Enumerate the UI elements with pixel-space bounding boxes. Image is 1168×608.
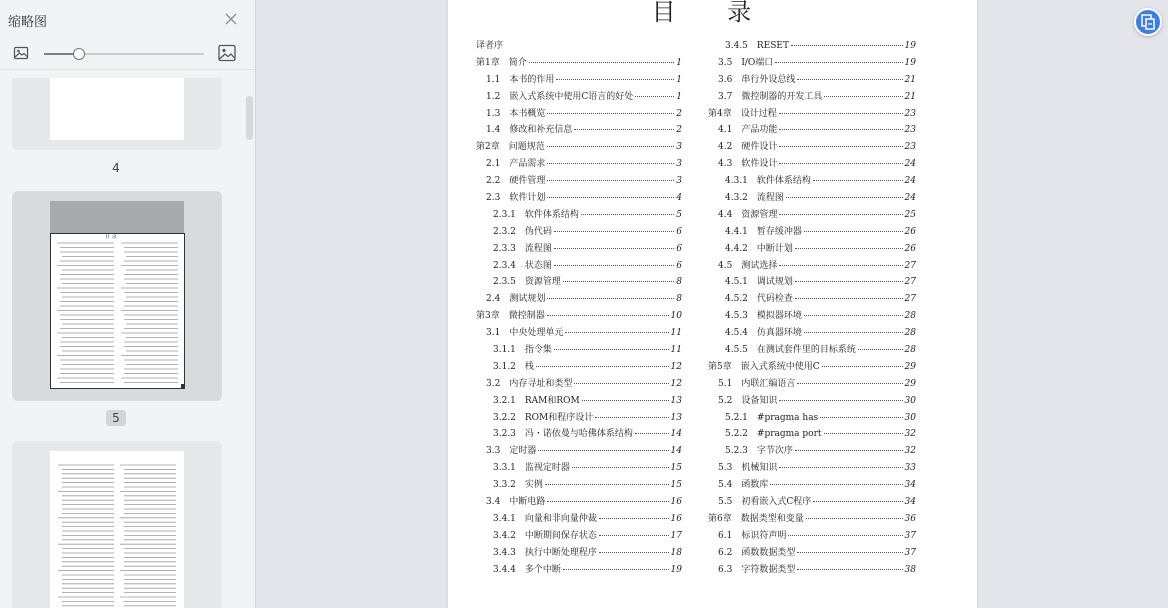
toc-leader-dots: [572, 467, 669, 468]
toc-entry-title: 3.2 内存寻址和类型: [486, 378, 573, 389]
toc-entry-title: 1.1 本书的作用: [486, 74, 555, 85]
toc-entry-page: 1: [676, 74, 682, 85]
toc-entry[interactable]: [476, 359, 682, 376]
toc-entry[interactable]: [476, 173, 682, 190]
thumbnail-page-4[interactable]: [12, 78, 222, 150]
toc-entry-title: 2.3.5 资源管理: [493, 277, 561, 288]
toc-leader-dots: [599, 535, 669, 536]
toc-leader-dots: [788, 535, 902, 536]
toc-leader-dots: [635, 96, 674, 97]
svg-text:目 录: 目 录: [105, 234, 117, 240]
toc-leader-dots: [554, 265, 674, 266]
image-large-icon[interactable]: [218, 44, 236, 62]
toc-entry[interactable]: [708, 258, 916, 275]
toc-entry[interactable]: [708, 359, 916, 376]
toc-entry-page: 5: [676, 209, 682, 220]
toc-entry[interactable]: [476, 528, 682, 545]
toc-entry-page: 17: [670, 530, 682, 541]
thumbnail-page-image: [50, 78, 184, 140]
toc-entry-title: 1.3 本书概览: [486, 108, 546, 119]
toc-leader-dots: [565, 332, 668, 333]
toc-entry[interactable]: [708, 224, 916, 241]
toc-entry[interactable]: [708, 122, 916, 139]
toc-entry-title: 4.5.4 仿真器环境: [725, 328, 802, 339]
toc-entry-page: 37: [904, 530, 916, 541]
toc-entry[interactable]: [708, 72, 916, 89]
toc-leader-dots: [786, 197, 903, 198]
toc-entry-page: 6: [676, 226, 682, 237]
toc-entry-page: 19: [904, 57, 916, 68]
toc-entry[interactable]: [476, 55, 682, 72]
toc-entry[interactable]: [476, 426, 682, 443]
toc-entry-page: 8: [676, 294, 682, 305]
toc-entry-title: 5.5 初看嵌入式C程序: [718, 497, 812, 508]
toc-leader-dots: [554, 231, 674, 232]
toc-entry-page: 1: [676, 57, 682, 68]
toc-entry[interactable]: [476, 38, 682, 55]
toc-entry-page: 23: [904, 125, 916, 136]
toc-entry-title: 3.4.3 执行中断处理程序: [493, 547, 597, 558]
image-small-icon[interactable]: [13, 45, 29, 61]
toc-leader-dots: [574, 383, 668, 384]
toc-entry[interactable]: [476, 308, 682, 325]
toc-entry-page: 2: [676, 125, 682, 136]
toc-entry[interactable]: [708, 274, 916, 291]
toc-entry-title: 4.5.2 代码检查: [725, 294, 793, 305]
thumbnail-toc-lines: [51, 234, 184, 388]
zoom-toolbar: [0, 38, 255, 70]
toc-entry-page: 37: [904, 547, 916, 558]
toc-entry[interactable]: [476, 562, 682, 579]
toc-entry[interactable]: [476, 207, 682, 224]
toc-leader-dots: [804, 231, 903, 232]
toc-leader-dots: [779, 113, 903, 114]
thumbnail-page-image: [50, 451, 184, 608]
toc-entry-page: 30: [904, 412, 916, 423]
toc-entry-title: 6.3 字符数据类型: [718, 564, 796, 575]
toc-entry[interactable]: [708, 410, 916, 427]
toc-entry-title: 4.5.3 模拟器环境: [725, 311, 802, 322]
toc-entry-title: 第2章 问题规范: [476, 142, 545, 153]
toc-leader-dots: [547, 298, 674, 299]
toc-entry-page: 26: [904, 226, 916, 237]
toc-leader-dots: [581, 214, 674, 215]
toc-entry-page: 12: [670, 361, 682, 372]
convert-icon: [1136, 10, 1160, 34]
toc-leader-dots: [797, 79, 902, 80]
toc-leader-dots: [779, 163, 902, 164]
toc-entry-title: 6.1 标识符声明: [718, 530, 787, 541]
toc-entry-title: 2.3.4 状态图: [493, 260, 552, 271]
toc-leader-dots: [770, 484, 902, 485]
toc-entry-page: 1: [676, 91, 682, 102]
toc-entry[interactable]: [708, 241, 916, 258]
toc-left-column: [476, 38, 682, 579]
sidebar-header: [0, 0, 255, 38]
thumbnail-page-lines: [50, 451, 184, 608]
toc-entry-title: 3.1.2 栈: [493, 361, 534, 372]
toc-entry-title: 6.2 函数数据类型: [718, 547, 796, 558]
toc-entry-page: 23: [904, 142, 916, 153]
toc-entry-title: 3.4.5 RESET: [725, 41, 789, 51]
toc-entry-page: 3: [676, 176, 682, 187]
toc-entry-page: 12: [670, 378, 682, 389]
toc-entry-title: 4.4.2 中断计划: [725, 243, 793, 254]
toc-entry-page: 34: [904, 480, 916, 491]
toc-entry-title: 3.1 中央处理单元: [486, 328, 564, 339]
toc-leader-dots: [574, 129, 674, 130]
toc-entry[interactable]: [476, 241, 682, 258]
toc-entry-title: 2.4 测试规划: [486, 294, 546, 305]
toc-entry-page: 27: [904, 260, 916, 271]
toc-leader-dots: [547, 501, 668, 502]
toc-entry-page: 26: [904, 243, 916, 254]
toc-entry-title: 4.4 资源管理: [718, 209, 778, 220]
toc-leader-dots: [529, 62, 675, 63]
toc-leader-dots: [824, 96, 902, 97]
sidebar-title: 缩略图: [8, 15, 48, 30]
toc-entry[interactable]: [708, 460, 916, 477]
toc-entry[interactable]: [708, 426, 916, 443]
toc-entry-title: 4.5 测试选择: [718, 260, 778, 271]
toc-entry-page: 6: [676, 243, 682, 254]
toc-entry-title: 第6章 数据类型和变量: [708, 513, 804, 524]
toc-entry-page: 3: [676, 159, 682, 170]
toc-entry-title: 第3章 微控制器: [476, 311, 545, 322]
toc-leader-dots: [779, 214, 902, 215]
toc-entry[interactable]: [708, 173, 916, 190]
toc-leader-dots: [804, 315, 903, 316]
toc-entry[interactable]: [476, 156, 682, 173]
toc-leader-dots: [822, 366, 903, 367]
toc-entry[interactable]: [708, 528, 916, 545]
thumbnail-page-image: [50, 233, 185, 389]
toc-entry-title: 3.4.2 中断期间保存状态: [493, 530, 597, 541]
toc-entry[interactable]: [476, 410, 682, 427]
toc-entry[interactable]: [476, 291, 682, 308]
toc-entry[interactable]: [708, 89, 916, 106]
toc-leader-dots: [795, 450, 903, 451]
toc-entry-page: 6: [676, 260, 682, 271]
toc-leader-dots: [545, 484, 669, 485]
toc-entry[interactable]: [476, 224, 682, 241]
toc-entry-title: 3.2.2 ROM和程序设计: [493, 412, 594, 423]
toc-leader-dots: [775, 62, 902, 63]
toc-leader-dots: [635, 433, 669, 434]
toc-entry[interactable]: [476, 190, 682, 207]
toc-entry[interactable]: [708, 393, 916, 410]
toc-leader-dots: [563, 569, 669, 570]
toc-entry-title: 3.3.1 监视定时器: [493, 463, 570, 474]
thumbnail-page-number: 4: [112, 161, 120, 175]
toc-entry-title: 第1章 简介: [476, 57, 527, 68]
toc-right-column: [708, 38, 916, 579]
toc-leader-dots: [547, 113, 674, 114]
toc-entry-page: 2: [676, 108, 682, 119]
toc-leader-dots: [547, 146, 675, 147]
toc-entry[interactable]: [708, 308, 916, 325]
toc-leader-dots: [797, 552, 902, 553]
toc-entry-title: 4.4.1 暂存缓冲器: [725, 226, 802, 237]
toc-entry[interactable]: [476, 89, 682, 106]
toc-entry-title: 5.2 设备知识: [718, 395, 778, 406]
toc-entry-title: 第5章 嵌入式系统中使用C: [708, 361, 820, 372]
toc-entry-title: 2.3 软件计划: [486, 193, 546, 204]
toc-entry[interactable]: [708, 55, 916, 72]
toc-leader-dots: [813, 501, 902, 502]
toc-entry[interactable]: [708, 38, 916, 55]
toc-entry-title: 4.3 软件设计: [718, 159, 778, 170]
toc-entry[interactable]: [708, 325, 916, 342]
toc-entry[interactable]: [708, 106, 916, 123]
toc-entry-title: 1.4 修改和补充信息: [486, 125, 573, 136]
toc-entry-title: 2.2 硬件管理: [486, 176, 546, 187]
toc-entry[interactable]: [708, 156, 916, 173]
toc-leader-dots: [779, 146, 902, 147]
toc-entry-title: 译者序: [476, 41, 504, 51]
toc-leader-dots: [791, 45, 903, 46]
toc-leader-dots: [797, 383, 902, 384]
toc-entry-title: 3.4.4 多个中断: [493, 564, 561, 575]
toc-entry[interactable]: [708, 207, 916, 224]
sidebar-scrollbar[interactable]: [246, 96, 253, 140]
thumbnail-page-6[interactable]: [12, 441, 222, 608]
toc-leader-dots: [858, 349, 903, 350]
toc-entry-page: 28: [904, 328, 916, 339]
toc-entry[interactable]: [708, 342, 916, 359]
toc-entry-title: 4.3.2 流程图: [725, 193, 784, 204]
toc-entry-page: 8: [676, 277, 682, 288]
toc-entry-page: 18: [670, 547, 682, 558]
toc-entry[interactable]: [476, 393, 682, 410]
toc-entry-title: 4.1 产品功能: [718, 125, 778, 136]
toc-entry[interactable]: [476, 72, 682, 89]
close-icon[interactable]: [222, 10, 240, 28]
toc-entry-title: 5.2.3 字节次序: [725, 446, 793, 457]
toc-leader-dots: [554, 349, 669, 350]
toc-leader-dots: [795, 281, 903, 282]
toc-entry-title: 3.7 微控制器的开发工具: [718, 91, 823, 102]
toc-leader-dots: [547, 163, 674, 164]
toc-entry-title: 5.1 内联汇编语言: [718, 378, 796, 389]
toc-entry[interactable]: [708, 376, 916, 393]
toc-entry-page: 4: [676, 193, 682, 204]
toc-entry-page: 38: [904, 564, 916, 575]
toc-entry-page: 29: [904, 378, 916, 389]
toc-entry[interactable]: [476, 443, 682, 460]
toc-leader-dots: [806, 518, 903, 519]
toc-entry-page: 36: [904, 513, 916, 524]
toc-leader-dots: [536, 366, 669, 367]
toc-entry[interactable]: [476, 545, 682, 562]
toc-entry[interactable]: [476, 342, 682, 359]
toc-entry-page: 15: [670, 480, 682, 491]
toc-entry-page: 34: [904, 497, 916, 508]
thumbnail-viewport-shade: [50, 201, 184, 233]
toc-leader-dots: [795, 248, 903, 249]
toc-leader-dots: [599, 518, 669, 519]
toc-entry-page: 10: [670, 311, 682, 322]
toc-entry-page: 32: [904, 446, 916, 457]
toc-entry-title: 第4章 设计过程: [708, 108, 777, 119]
page-title: 目 录: [651, 0, 774, 26]
toc-entry-title: 5.4 函数库: [718, 480, 769, 491]
toc-entry-page: 15: [670, 463, 682, 474]
toc-entry-title: 3.6 串行外设总线: [718, 74, 796, 85]
document-page: [448, 0, 977, 608]
toc-leader-dots: [563, 281, 674, 282]
toc-entry[interactable]: [708, 494, 916, 511]
toc-entry-page: 23: [904, 108, 916, 119]
thumbnail-page-number-selected: 5: [0, 410, 232, 426]
toc-leader-dots: [795, 298, 903, 299]
toc-entry[interactable]: [708, 291, 916, 308]
toc-entry[interactable]: [476, 274, 682, 291]
toc-entry-page: 28: [904, 311, 916, 322]
toc-entry-page: 24: [904, 159, 916, 170]
toc-entry[interactable]: [708, 477, 916, 494]
toc-entry[interactable]: [476, 511, 682, 528]
toc-entry-title: 3.2.1 RAM和ROM: [493, 395, 580, 406]
toc-leader-dots: [824, 433, 903, 434]
toc-leader-dots: [554, 248, 674, 249]
toc-entry-page: 28: [904, 345, 916, 356]
toc-entry-page: 14: [670, 446, 682, 457]
toc-entry-page: 21: [904, 91, 916, 102]
toc-leader-dots: [804, 332, 903, 333]
toc-leader-dots: [582, 400, 669, 401]
toc-entry-page: 21: [904, 74, 916, 85]
toc-leader-dots: [779, 265, 902, 266]
toc-leader-dots: [595, 417, 668, 418]
toc-entry-page: 19: [670, 564, 682, 575]
toc-entry-title: 3.4 中断电路: [486, 497, 546, 508]
toc-entry-page: 29: [904, 361, 916, 372]
toc-leader-dots: [556, 79, 674, 80]
toc-entry-page: 19: [904, 41, 916, 51]
toc-entry[interactable]: [476, 139, 682, 156]
toc-entry[interactable]: [708, 443, 916, 460]
toc-leader-dots: [813, 180, 903, 181]
toc-entry[interactable]: [476, 106, 682, 123]
toc-entry-title: 2.3.3 流程图: [493, 243, 552, 254]
toc-entry-title: 3.3 定时器: [486, 446, 537, 457]
toc-entry-page: 13: [670, 412, 682, 423]
toc-entry-page: 16: [670, 497, 682, 508]
toc-entry-title: 5.3 机械知识: [718, 463, 778, 474]
toc-entry-page: 3: [676, 142, 682, 153]
toc-leader-dots: [779, 467, 902, 468]
toc-entry-page: 33: [904, 463, 916, 474]
toc-entry-title: 3.1.1 指令集: [493, 345, 552, 356]
toc-entry[interactable]: [476, 122, 682, 139]
toc-leader-dots: [547, 315, 669, 316]
toc-entry[interactable]: [476, 494, 682, 511]
toc-entry-title: 5.2.2 #pragma port: [725, 429, 822, 440]
toc-entry-title: 2.3.2 伪代码: [493, 226, 552, 237]
toc-entry-page: 16: [670, 513, 682, 524]
toc-leader-dots: [599, 552, 669, 553]
toc-entry-title: 4.2 硬件设计: [718, 142, 778, 153]
toc-entry-page: 25: [904, 209, 916, 220]
zoom-slider[interactable]: [44, 53, 204, 55]
toc-entry-title: 2.1 产品需求: [486, 159, 546, 170]
thumbnail-list: [0, 78, 244, 608]
toc-entry[interactable]: [476, 258, 682, 275]
toc-entry-page: 13: [670, 395, 682, 406]
toc-entry[interactable]: [708, 139, 916, 156]
thumbnail-page-5[interactable]: [12, 191, 222, 401]
toc-entry-title: 5.2.1 #pragma has: [725, 412, 819, 423]
toc-entry[interactable]: [708, 562, 916, 579]
toc-entry-page: 14: [670, 429, 682, 440]
toc-entry[interactable]: [476, 376, 682, 393]
toc-entry-title: 4.3.1 软件体系结构: [725, 176, 811, 187]
toc-leader-dots: [820, 417, 902, 418]
toc-leader-dots: [797, 569, 902, 570]
toc-entry-page: 27: [904, 277, 916, 288]
toc-entry-title: 3.5 I/O端口: [718, 57, 774, 68]
toc-entry-title: 1.2 嵌入式系统中使用C语言的好处: [486, 91, 634, 102]
toc-entry-page: 24: [904, 193, 916, 204]
toc-entry[interactable]: [708, 511, 916, 528]
toc-entry-title: 3.2.3 冯・诺依曼与哈佛体系结构: [493, 429, 633, 440]
toc-leader-dots: [547, 180, 674, 181]
toc-leader-dots: [779, 129, 902, 130]
toc-entry-title: 2.3.1 软件体系结构: [493, 209, 579, 220]
toc-entry-page: 11: [670, 345, 682, 356]
thumbnail-sidebar: [0, 0, 256, 608]
zoom-slider-thumb[interactable]: [73, 48, 85, 60]
toc-leader-dots: [547, 197, 674, 198]
toc-entry-page: 24: [904, 176, 916, 187]
toc-entry[interactable]: [708, 545, 916, 562]
toc-entry-title: 3.4.1 向量和非向量仲裁: [493, 513, 597, 524]
toc-entry-page: 11: [670, 328, 682, 339]
convert-button[interactable]: [1134, 8, 1162, 36]
toc-entry[interactable]: [476, 477, 682, 494]
toc-entry[interactable]: [708, 190, 916, 207]
toc-entry-page: 30: [904, 395, 916, 406]
toc-entry-title: 4.5.1 调试规划: [725, 277, 793, 288]
toc-entry-title: 4.5.5 在测试套件里的目标系统: [725, 345, 856, 356]
toc-entry-page: 27: [904, 294, 916, 305]
toc-entry-page: 32: [904, 429, 916, 440]
toc-entry-title: 3.3.2 实例: [493, 480, 543, 491]
toc-entry[interactable]: [476, 460, 682, 477]
toc-entry[interactable]: [476, 325, 682, 342]
toc-leader-dots: [779, 400, 902, 401]
toc-leader-dots: [538, 450, 668, 451]
